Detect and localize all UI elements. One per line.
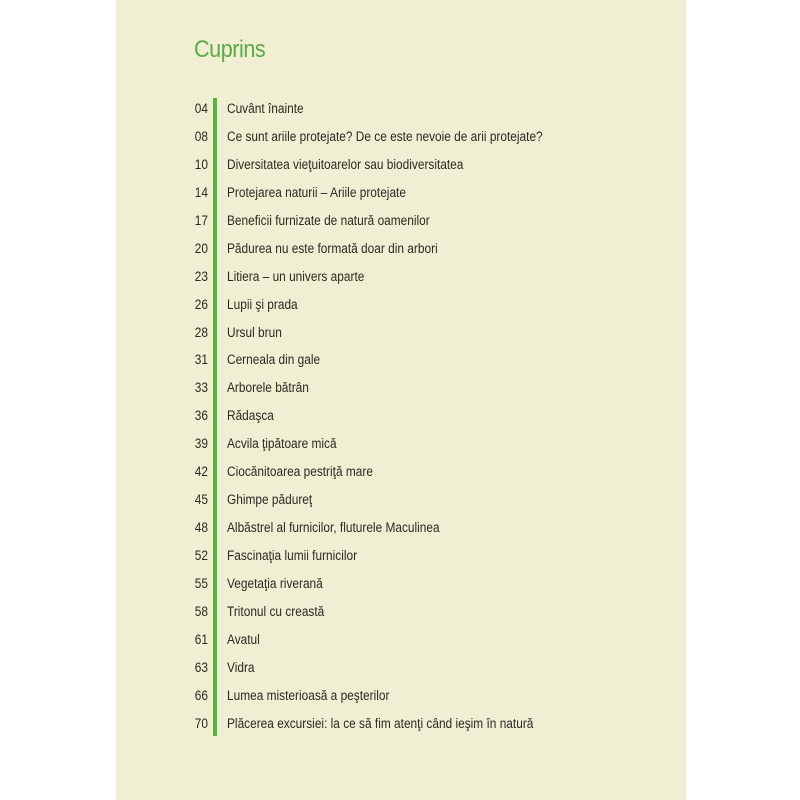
toc-page-number: 04 [194,101,208,116]
toc-entry [116,431,686,459]
page-title: Cuprins [194,36,266,63]
toc-entry [116,124,686,152]
toc-page-number: 66 [194,687,208,703]
toc-entry-title: Tritonul cu creastă [227,603,325,619]
toc-page-number: 58 [194,603,208,619]
toc-page-number: 28 [194,324,208,340]
toc-entry-title: Cerneala din gale [227,352,321,368]
toc-entry-title: Cuvânt înainte [227,101,304,116]
toc-entry-title: Vidra [227,659,255,675]
toc-page-number: 17 [194,212,208,228]
toc-entry [116,515,686,543]
toc-entry-title: Avatul [227,631,260,647]
toc-page-number: 14 [194,184,208,200]
toc-entry [116,543,686,571]
toc-entry-title: Arborele bătrân [227,380,309,396]
toc-entry-title: Protejarea naturii – Ariile protejate [227,184,406,200]
toc-page-number: 48 [194,520,208,536]
toc-entry-title: Litiera – un univers aparte [227,268,365,284]
toc-entry [116,683,686,711]
toc-entry-title: Vegetaţia riverană [227,575,323,591]
toc-entry [116,96,686,124]
toc-page-number: 36 [194,408,208,424]
toc-page-number: 31 [194,352,208,368]
document-page [116,0,686,800]
toc-entry [116,292,686,320]
toc-page-number: 23 [194,268,208,284]
toc-page-number: 55 [194,575,208,591]
toc-page-number: 33 [194,380,208,396]
toc-entry-title: Plăcerea excursiei: la ce să fim atenţi când ieşim în natură [227,715,534,731]
toc-entry-title: Fascinaţia lumii furnicilor [227,548,358,563]
toc-entry-title: Acvila ţipătoare mică [227,436,337,452]
toc-page-number: 52 [194,548,208,563]
toc-page-number: 61 [194,631,208,647]
toc-entry-title: Lupii şi prada [227,296,298,312]
table-of-contents [116,96,686,739]
toc-entry [116,655,686,683]
toc-entry [116,152,686,180]
toc-entry [116,320,686,348]
toc-entry [116,459,686,487]
toc-entry [116,375,686,403]
toc-page-number: 39 [194,436,208,452]
toc-entry-title: Rădaşca [227,408,274,424]
toc-entry [116,711,686,739]
toc-page-number: 20 [194,240,208,256]
toc-entry [116,236,686,264]
toc-page-number: 63 [194,659,208,675]
toc-entry [116,347,686,375]
toc-entry [116,403,686,431]
toc-entry-title: Pădurea nu este formată doar din arbori [227,240,438,256]
toc-entry-title: Albăstrel al furnicilor, fluturele Maculinea [227,520,440,536]
toc-entry [116,599,686,627]
toc-page-number: 45 [194,492,208,508]
toc-entry [116,571,686,599]
toc-page-number: 10 [194,156,208,172]
toc-page-number: 70 [194,715,208,731]
toc-entry-title: Lumea misterioasă a peşterilor [227,687,390,703]
toc-page-number: 08 [194,128,208,144]
toc-entry [116,627,686,655]
toc-entry-title: Ghimpe pădureţ [227,492,313,508]
toc-page-number: 26 [194,296,208,312]
toc-entry [116,180,686,208]
toc-entry-title: Diversitatea vieţuitoarelor sau biodiversitatea [227,156,464,172]
toc-entry [116,208,686,236]
toc-entry [116,264,686,292]
toc-entry-title: Ursul brun [227,324,282,340]
toc-entry-title: Beneficii furnizate de natură oamenilor [227,212,430,228]
toc-entry-title: Ciocănitoarea pestriţă mare [227,464,373,480]
toc-entry [116,487,686,515]
toc-page-number: 42 [194,464,208,480]
toc-entry-title: Ce sunt ariile protejate? De ce este nevoie de arii protejate? [227,128,543,144]
